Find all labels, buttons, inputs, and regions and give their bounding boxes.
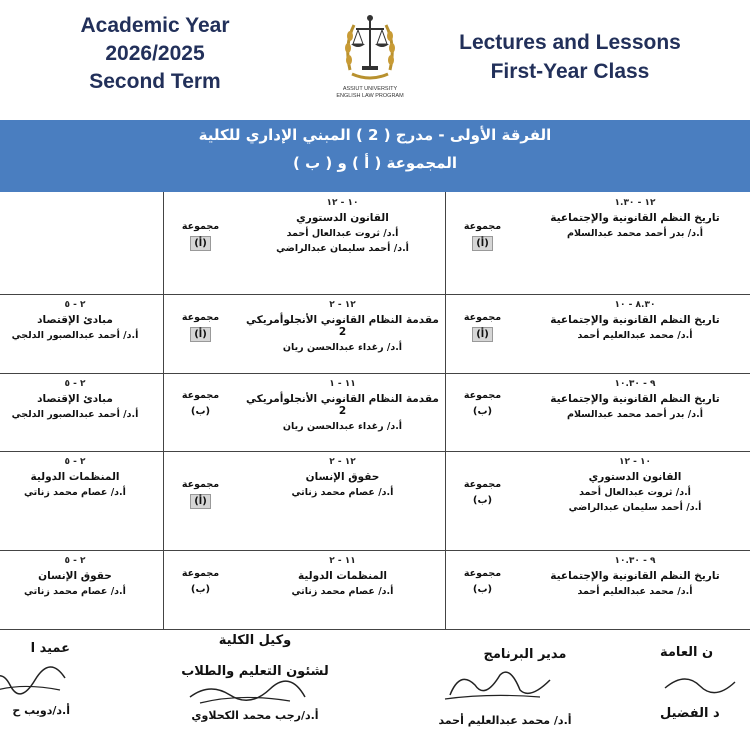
dean-name: أ.د/دويب ح bbox=[12, 704, 70, 717]
column-divider bbox=[445, 294, 446, 373]
lecture-professor: أ.د/ رغداء عبدالحسن ريان bbox=[282, 342, 403, 353]
group-tag bbox=[450, 390, 515, 418]
lecture-subject: حقوق الإنسان bbox=[38, 570, 112, 582]
vice-dean-role-1: وكيل الكلية bbox=[218, 633, 292, 648]
lecture-professor: أ.د/ بدر أحمد محمد عبدالسلام bbox=[566, 409, 704, 420]
vice-dean-signature-mark bbox=[180, 677, 310, 711]
group-letter: (ب) bbox=[190, 406, 211, 417]
schedule-row bbox=[0, 192, 750, 295]
group-label: مجموعة bbox=[181, 390, 220, 401]
lecture-left bbox=[0, 379, 150, 420]
lecture-time: ٢ - ٥ bbox=[64, 457, 86, 467]
header-left-line-3: Second Term bbox=[89, 70, 221, 93]
lecture-subject: المنظمات الدولية bbox=[297, 570, 387, 582]
group-tag bbox=[450, 221, 515, 251]
lecture-professor: أ.د/ بدر أحمد محمد عبدالسلام bbox=[566, 228, 704, 239]
group-label: مجموعة bbox=[463, 478, 502, 490]
lecture-right bbox=[530, 457, 740, 513]
group-letter: (ب) bbox=[472, 406, 493, 417]
lecture-professor: أ.د/ عصام محمد زناتي bbox=[291, 487, 394, 498]
lecture-time: ١٠ - ١٢ bbox=[326, 198, 359, 208]
schedule-row bbox=[0, 550, 750, 630]
schedule-table bbox=[0, 192, 750, 629]
lecture-subject: مبادئ الإقتصاد bbox=[37, 314, 113, 326]
column-divider bbox=[445, 451, 446, 550]
schedule-row bbox=[0, 373, 750, 452]
lecture-mid bbox=[245, 556, 440, 597]
dean-signature-mark bbox=[0, 660, 70, 700]
group-letter: (ب) bbox=[190, 583, 211, 595]
lecture-time: ٢ - ٥ bbox=[64, 379, 86, 389]
lecture-mid bbox=[245, 457, 440, 498]
group-tag bbox=[168, 390, 233, 418]
group-letter: (ب) bbox=[472, 494, 493, 506]
lecture-mid bbox=[245, 300, 440, 353]
lecture-professor: أ.د/ عصام محمد زناتي bbox=[291, 586, 394, 597]
lecture-right bbox=[530, 379, 740, 420]
group-label: مجموعة bbox=[463, 390, 502, 401]
lecture-time: ٩ - ١٠.٣٠ bbox=[614, 379, 656, 389]
group-tag bbox=[450, 568, 515, 596]
logo-caption-line-2: ENGLISH LAW PROGRAM bbox=[336, 93, 404, 99]
lecture-right bbox=[530, 556, 740, 597]
scales-of-justice-icon bbox=[340, 10, 400, 82]
header-left-line-2: 2026/2025 bbox=[105, 42, 205, 65]
vice-dean-name: أ.د/رجب محمد الكحلاوي bbox=[191, 709, 319, 722]
column-divider bbox=[163, 294, 164, 373]
lecture-professor: أ.د/ محمد عبدالعليم أحمد bbox=[577, 330, 693, 341]
group-tag bbox=[450, 479, 515, 507]
lecture-time: ٨.٣٠ - ١٠ bbox=[614, 300, 656, 310]
general-signature-mark bbox=[660, 666, 740, 702]
column-divider bbox=[163, 451, 164, 550]
group-label: مجموعة bbox=[181, 478, 220, 490]
lecture-professor-2: أ.د/ أحمد سليمان عبدالراضي bbox=[568, 502, 702, 513]
lecture-time: ١٢ - ١.٣٠ bbox=[614, 198, 656, 208]
lecture-subject: تاريخ النظم القانونية والإجتماعية bbox=[550, 570, 720, 582]
lecture-professor: أ.د/ عصام محمد زناتي bbox=[24, 487, 126, 498]
group-letter: (أ) bbox=[190, 494, 211, 509]
lecture-subject: حقوق الإنسان bbox=[305, 471, 380, 483]
group-label: مجموعة bbox=[463, 567, 502, 579]
lecture-subject: القانون الدستوري bbox=[296, 212, 389, 224]
group-letter: (أ) bbox=[472, 236, 493, 251]
lecture-subject: مقدمة النظام القانوني الأنجلوأمريكي 2 bbox=[246, 314, 439, 338]
group-label: مجموعة bbox=[181, 567, 220, 579]
general-signature-block bbox=[660, 645, 750, 721]
column-divider bbox=[163, 550, 164, 629]
lecture-left bbox=[0, 300, 150, 341]
group-letter: (أ) bbox=[190, 236, 211, 251]
class-header bbox=[420, 28, 720, 86]
lecture-professor: أ.د/ عصام محمد زناتي bbox=[24, 586, 126, 597]
lecture-time: ١٠ - ١٢ bbox=[618, 457, 651, 467]
lecture-right bbox=[530, 300, 740, 341]
lecture-time: ٩ - ١٠.٣٠ bbox=[614, 556, 656, 566]
director-role: مدير البرنامج bbox=[483, 647, 567, 662]
lecture-left bbox=[0, 556, 150, 597]
banner-line-1: الفرقة الأولى - مدرج ( 2 ) المبني الإداري للكلية bbox=[198, 126, 552, 144]
group-label: مجموعة bbox=[463, 311, 502, 323]
dean-signature-block bbox=[0, 641, 70, 717]
group-tag bbox=[168, 312, 233, 342]
lecture-subject: القانون الدستوري bbox=[588, 471, 682, 483]
lecture-time: ١١ - ٢ bbox=[329, 556, 356, 566]
lecture-time: ١٢ - ٢ bbox=[329, 300, 356, 310]
group-label: مجموعة bbox=[181, 221, 220, 232]
lecture-right bbox=[530, 198, 740, 239]
lecture-subject: المنظمات الدولية bbox=[30, 471, 120, 483]
lecture-professor: أ.د/ أحمد عبدالصبور الدلجي bbox=[11, 330, 139, 341]
header-right-line-1: Lectures and Lessons bbox=[459, 31, 681, 54]
lecture-subject: تاريخ النظم القانونية والإجتماعية bbox=[550, 212, 720, 224]
lecture-time: ٢ - ٥ bbox=[64, 300, 86, 310]
lecture-subject: تاريخ النظم القانونية والإجتماعية bbox=[550, 393, 720, 405]
hall-banner bbox=[0, 120, 750, 192]
lecture-mid bbox=[245, 198, 440, 254]
signatures-footer bbox=[0, 629, 750, 750]
group-letter: (أ) bbox=[190, 327, 211, 342]
group-label: مجموعة bbox=[463, 221, 502, 232]
lecture-time: ١٢ - ٢ bbox=[329, 457, 356, 467]
schedule-row bbox=[0, 294, 750, 374]
director-signature-mark bbox=[430, 665, 570, 705]
lecture-left bbox=[0, 457, 150, 498]
lecture-mid bbox=[245, 379, 440, 432]
lecture-professor: أ.د/ ثروت عبدالعال أحمد bbox=[579, 487, 691, 498]
header-right-line-2: First-Year Class bbox=[490, 60, 650, 83]
banner-line-2: المجموعة ( أ ) و ( ب ) bbox=[293, 154, 457, 172]
lecture-subject: مبادئ الإقتصاد bbox=[37, 393, 113, 405]
column-divider bbox=[445, 192, 446, 294]
university-logo bbox=[325, 10, 415, 110]
lecture-professor: أ.د/ ثروت عبدالعال أحمد bbox=[286, 228, 399, 239]
column-divider bbox=[163, 373, 164, 451]
group-label: مجموعة bbox=[181, 311, 220, 323]
lecture-subject: تاريخ النظم القانونية والإجتماعية bbox=[550, 314, 720, 326]
general-name: د الفضيل bbox=[660, 706, 720, 721]
group-letter: (أ) bbox=[472, 327, 493, 342]
general-role: ن العامة bbox=[660, 645, 714, 660]
group-tag bbox=[450, 312, 515, 342]
lecture-time: ٢ - ٥ bbox=[64, 556, 86, 566]
logo-caption-line-1: ASSIUT UNIVERSITY bbox=[342, 86, 398, 92]
vice-dean-signature-block bbox=[180, 633, 330, 722]
dean-role: عميد ا bbox=[30, 641, 70, 656]
header-left-line-1: Academic Year bbox=[80, 14, 230, 37]
column-divider bbox=[445, 373, 446, 451]
program-director-signature-block bbox=[420, 647, 590, 727]
lecture-professor-2: أ.د/ أحمد سليمان عبدالراضي bbox=[276, 243, 409, 254]
lecture-professor: أ.د/ أحمد عبدالصبور الدلجي bbox=[11, 409, 139, 420]
group-tag bbox=[168, 221, 233, 251]
lecture-professor: أ.د/ محمد عبدالعليم أحمد bbox=[577, 586, 693, 597]
group-tag bbox=[168, 479, 233, 509]
column-divider bbox=[445, 550, 446, 629]
lecture-subject: مقدمة النظام القانوني الأنجلوأمريكي 2 bbox=[246, 393, 439, 417]
vice-dean-role-2: لشئون التعليم والطلاب bbox=[181, 664, 329, 679]
group-tag bbox=[168, 568, 233, 596]
group-letter: (ب) bbox=[472, 583, 493, 595]
schedule-row bbox=[0, 451, 750, 551]
academic-year-header bbox=[60, 12, 250, 96]
director-name: أ.د/ محمد عبدالعليم أحمد bbox=[438, 714, 572, 727]
lecture-time: ١١ - ١ bbox=[329, 379, 356, 389]
column-divider bbox=[163, 192, 164, 294]
lecture-professor: أ.د/ رغداء عبدالحسن ريان bbox=[282, 421, 403, 432]
